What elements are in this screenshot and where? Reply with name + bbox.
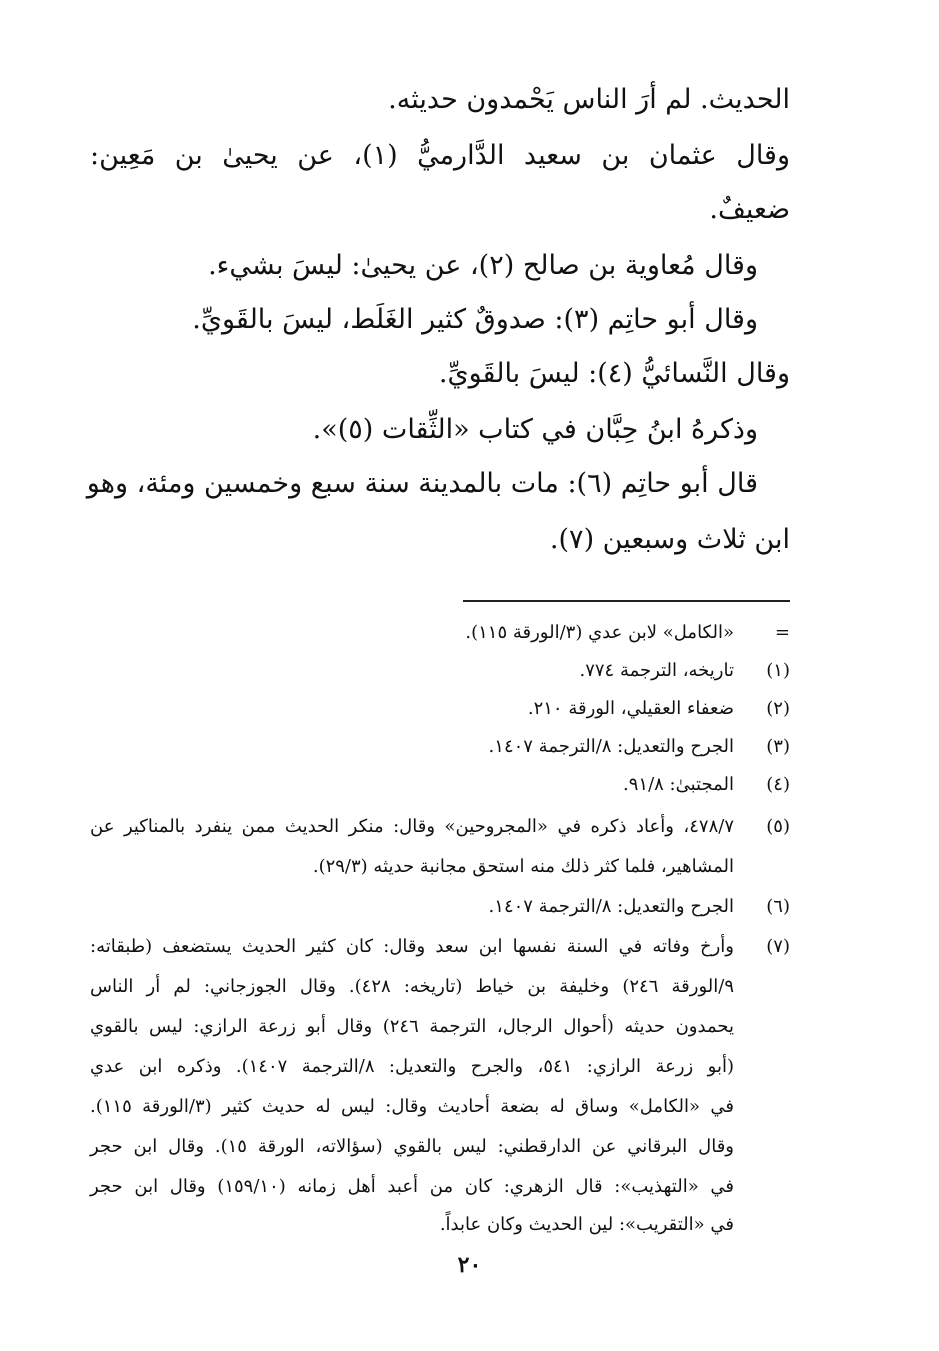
footnote-mark: (٧)	[766, 936, 790, 957]
footnote-text: الجرح والتعديل: ٨/الترجمة ١٤٠٧.	[488, 736, 734, 757]
footnote-text: ٩/الورقة ٢٤٦) وخليفة بن خياط (تاريخه: ٤٢٨). وقال الجوزجاني: لم أر الناس	[90, 976, 734, 997]
footnote-text: المشاهير، فلما كثر ذلك منه استحق مجانبة حديثه (٢٩/٣).	[312, 856, 734, 877]
footnote-text: الجرح والتعديل: ٨/الترجمة ١٤٠٧.	[488, 896, 734, 917]
footnote-text: ٤٧٨/٧، وأعاد ذكره في «المجروحين» وقال: منكر الحديث ممن ينفرد بالمناكير عن	[90, 816, 734, 837]
footnote-text: المجتبىٰ: ٩١/٨.	[623, 774, 734, 795]
footnote-text: (أبو زرعة الرازي: ٥٤١، والجرح والتعديل: ٨/الترجمة ١٤٠٧). وذكره ابن عدي	[90, 1056, 734, 1077]
footnote-mark: (٤)	[766, 774, 790, 795]
main-line: قال أبو حاتِم (٦): مات بالمدينة سنة سبع وخمسين ومئة، وهو	[86, 468, 758, 499]
main-line: وذكرهُ ابنُ حِبَّان في كتاب «الثِّقات (٥)».	[312, 414, 758, 445]
main-line: ابن ثلاث وسبعين (٧).	[549, 524, 790, 555]
main-line: الحديث. لم أرَ الناس يَحْمدون حديثه.	[388, 84, 790, 115]
footnote-text: في «التقريب»: لين الحديث وكان عابداً.	[439, 1214, 734, 1235]
main-line: وقال النَّسائيُّ (٤): ليسَ بالقَويِّ.	[438, 358, 790, 389]
footnote-text: تاريخه، الترجمة ٧٧٤.	[579, 660, 734, 681]
main-line: وقال أبو حاتِم (٣): صدوقٌ كثير الغَلَط، ليسَ بالقَويِّ.	[192, 304, 758, 335]
footnote-text: وقال البرقاني عن الدارقطني: ليس بالقوي (سؤالاته، الورقة ١٥). وقال ابن حجر	[90, 1136, 734, 1157]
main-line: وقال عثمان بن سعيد الدَّارميُّ (١)، عن يحيىٰ بن مَعِين:	[90, 140, 790, 171]
footnote-text: يحمدون حديثه (أحوال الرجال، الترجمة ٢٤٦) وقال أبو زرعة الرازي: ليس بالقوي	[90, 1016, 734, 1037]
footnote-mark: (٦)	[766, 896, 790, 917]
footnote-text: «الكامل» لابن عدي (٣/الورقة ١١٥).	[465, 622, 734, 643]
footnote-mark: (١)	[766, 660, 790, 681]
footnote-text: ضعفاء العقيلي، الورقة ٢١٠.	[527, 698, 734, 719]
footnote-mark: =	[774, 622, 790, 643]
footnote-mark: (٣)	[766, 736, 790, 757]
footnote-text: في «التهذيب»: قال الزهري: كان من أعبد أهل زمانه (١٥٩/١٠) وقال ابن حجر	[90, 1176, 734, 1197]
main-line: وقال مُعاوية بن صالح (٢)، عن يحيىٰ: ليسَ بشيء.	[208, 250, 758, 281]
footnote-text: في «الكامل» وساق له بضعة أحاديث وقال: ليس له حديث كثير (٣/الورقة ١١٥).	[90, 1096, 734, 1117]
footnote-text: وأرخ وفاته في السنة نفسها ابن سعد وقال: كان كثير الحديث يستضعف (طبقاته:	[90, 936, 734, 957]
footnote-mark: (٢)	[766, 698, 790, 719]
footnote-mark: (٥)	[766, 816, 790, 837]
footnote-divider	[463, 600, 790, 602]
page-number: ٢٠	[457, 1252, 482, 1278]
main-line: ضعيفٌ.	[709, 194, 790, 225]
